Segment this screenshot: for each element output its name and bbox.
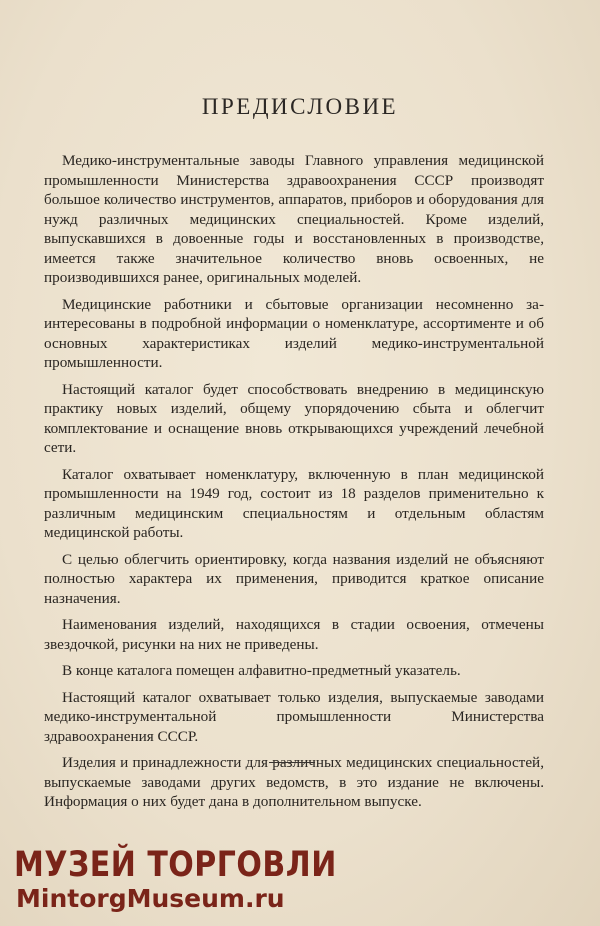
paragraph: Каталог охватывает номенклатуру, включенную в план медицинской промышленности на 1949 год, состоит из 18 разделов применительно к различным медицинским специальностям и отдельным областям медицинской работы. <box>44 465 544 541</box>
paragraph: Изделия и принадлежности для различных медицинских специальностей, выпускаемые заводами других ведомств, в это издание не включены. Информация о них будет дана в дополнительном выпуске. <box>44 754 544 810</box>
page-title: ПРЕДИСЛОВИЕ <box>201 94 399 119</box>
watermark-museum-name: МУЗЕЙ ТОРГОВЛИ <box>14 845 337 886</box>
watermark-url: MintorgMuseum.ru <box>16 884 285 913</box>
paragraph: Настоящий каталог охватывает только изделия, выпускаемые заводами медико-инструментальной промышленности Министерства здравоохранения СССР. <box>44 688 544 745</box>
paragraph: Медицинские работники и сбытовые организации несомненно заинтересованы в подробной информации о номенклатуре, ассортименте и об основных характеристиках изделий медико-инструментальной промышленности. <box>44 295 544 371</box>
paragraph: Настоящий каталог будет способствовать внедрению в медицинскую практику новых изделий, общему упорядочению сбыта и облегчит комплектование и оснащение вновь открывающихся учреждений лечебной сети. <box>44 380 544 456</box>
paragraph: С целью облегчить ориентировку, когда названия изделий не объясняют полностью характера их применения, приводится краткое описание назначения. <box>44 550 544 607</box>
end-divider <box>269 762 315 763</box>
paragraph: Медико-инструментальные заводы Главного управления медицинской промышленности Министерства здравоохранения СССР производят большое количество инструментов, аппаратов, приборов и оборудования для нужд различных медицинских специальностей. Кроме изделий, выпускавшихся в довоенные годы и восстановленных в производстве, имеется также значительное количество вновь освоенных, не производившихся ранее, оригинальных моделей. <box>44 152 544 286</box>
paragraph: Наименования изделий, находящихся в стадии освоения, отмечены звездочкой, рисунки на них не приведены. <box>44 616 544 653</box>
paragraph: В конце каталога помещен алфавитно-предметный указатель. <box>62 662 461 679</box>
preface-text <box>44 151 544 819</box>
